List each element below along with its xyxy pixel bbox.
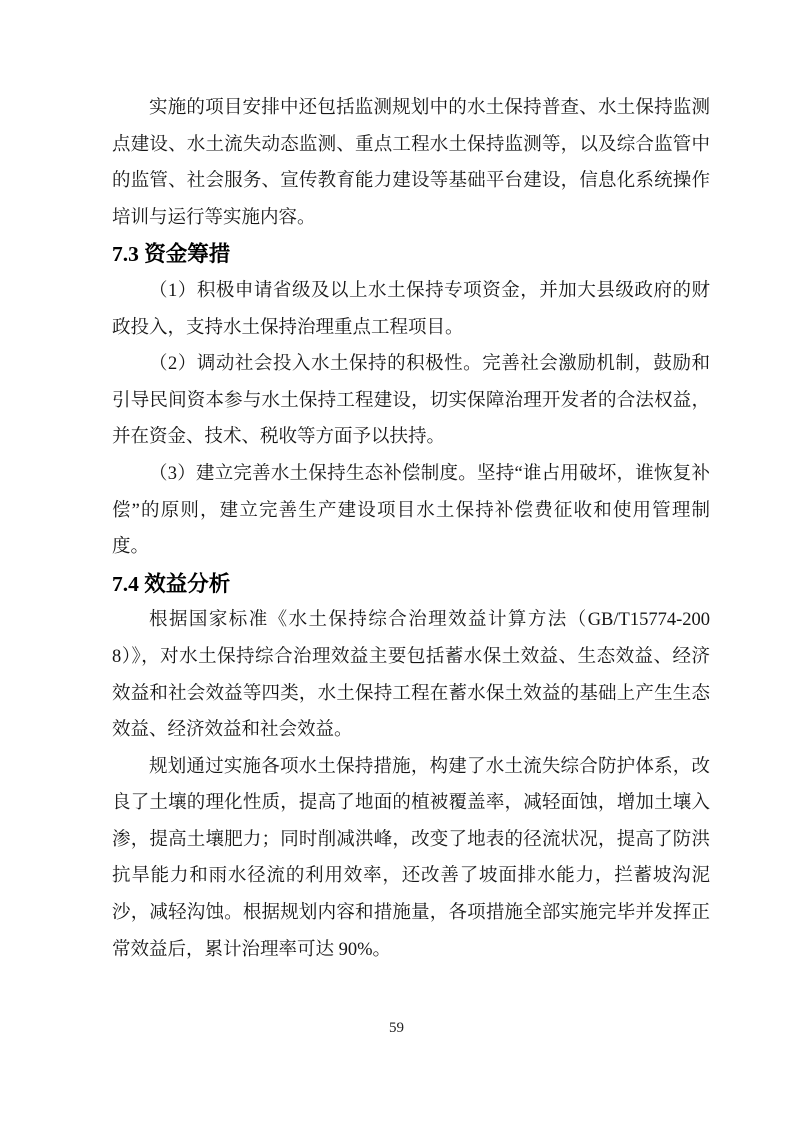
section-heading-funding: 7.3 资金筹措 xyxy=(112,242,231,267)
funding-paragraph-2: （2）调动社会投入水土保持的积极性。完善社会激励机制，鼓励和引导民间资本参与水土保持工程建设，切实保障治理开发者的合法权益，并在资金、技术、税收等方面予以扶持。 xyxy=(112,354,710,448)
benefit-paragraph-1: 根据国家标准《水土保持综合治理效益计算方法（GB/T15774-2008）》，对水土保持综合治理效益主要包括蓄水保土效益、生态效益、经济效益和社会效益等四类，水土保持工程在蓄水保土效益的基础上产生生态效益、经济效益和社会效益。 xyxy=(112,610,710,741)
intro-paragraph: 实施的项目安排中还包括监测规划中的水土保持普查、水土保持监测点建设、水土流失动态监测、重点工程水土保持监测等，以及综合监管中的监管、社会服务、宣传教育能力建设等基础平台建设，信息化系统操作培训与运行等实施内容。 xyxy=(112,98,710,228)
document-body xyxy=(112,90,710,968)
section-heading-benefit-analysis: 7.4 效益分析 xyxy=(112,571,231,596)
page-number: 59 xyxy=(389,1020,404,1036)
benefit-paragraph-2: 规划通过实施各项水土保持措施，构建了水土流失综合防护体系，改良了土壤的理化性质，提高了地面的植被覆盖率，减轻面蚀，增加土壤入渗，提高土壤肥力；同时削减洪峰，改变了地表的径流状况，提高了防洪抗旱能力和雨水径流的利用效率，还改善了坡面排水能力，拦蓄坡沟泥沙，减轻沟蚀。根据规划内容和措施量，各项措施全部实施完毕并发挥正常效益后，累计治理率可达 90%。 xyxy=(112,756,710,960)
funding-paragraph-3: （3）建立完善水土保持生态补偿制度。坚持“谁占用破坏，谁恢复补偿”的原则，建立完善生产建设项目水土保持补偿费征收和使用管理制度。 xyxy=(112,463,710,558)
funding-paragraph-1: （1）积极申请省级及以上水土保持专项资金，并加大县级政府的财政投入，支持水土保持治理重点工程项目。 xyxy=(112,280,710,338)
